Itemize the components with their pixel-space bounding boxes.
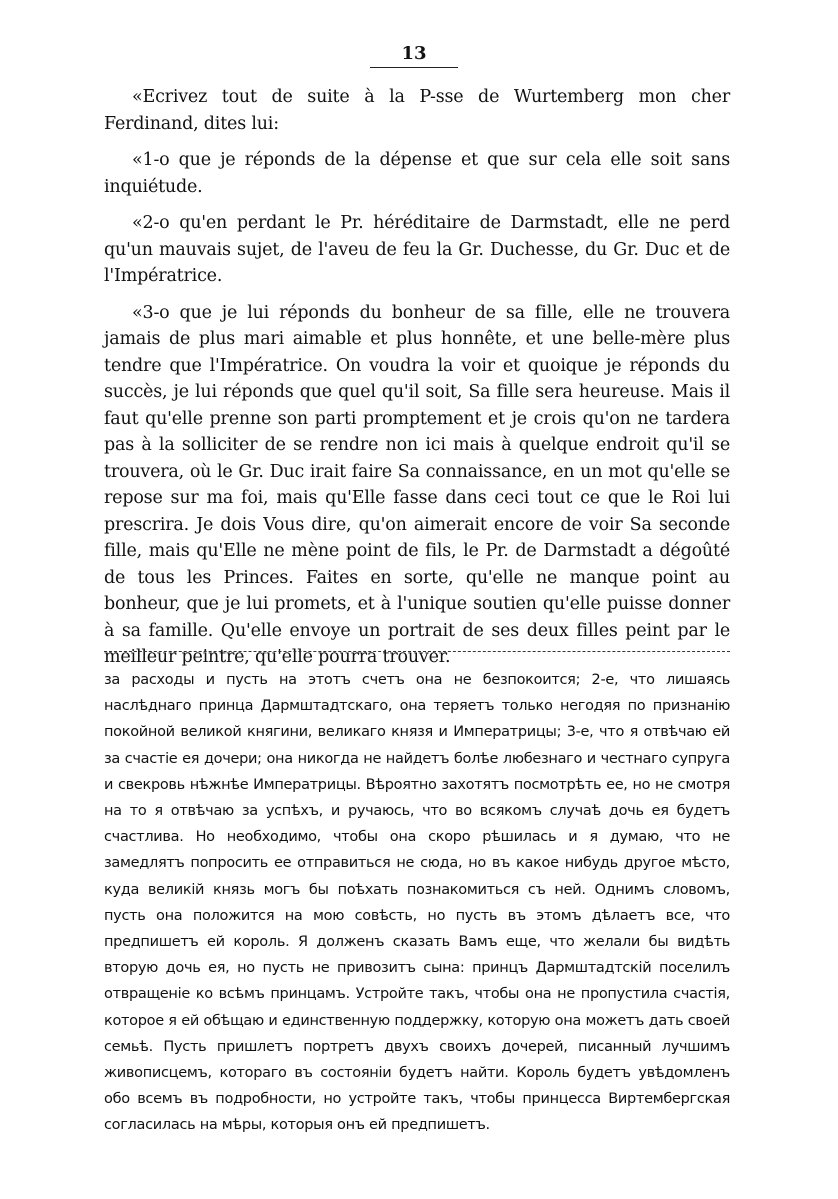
- russian-paragraph: за расходы и пусть на этотъ счетъ она не безпокоится; 2-е, что лишаясь наслѣднаго принца Дармштадтскаго, она теряетъ только негодяя по признанію покойной великой княгини, великаго князя и Императрицы; 3-е, что я отвѣчаю ей за счастіе ея дочери; она никогда не найдетъ болѣе любезнаго и честнаго супруга и свекровь нѣжнѣе Императрицы. Вѣроятно захотятъ посмотрѣть ее, но не смотря на то я отвѣчаю за успѣхъ, и ручаюсь, что во всякомъ случаѣ дочь ея будетъ счастлива. Но необходимо, чтобы она скоро рѣшилась и я думаю, что не замедлятъ попросить ее отправиться не сюда, но въ какое нибудь другое мѣсто, куда великій князь могъ бы поѣхать познакомиться съ ней. Однимъ словомъ, пусть она положится на мою совѣсть, но пусть въ этомъ дѣлаетъ все, что предпишетъ ей король. Я долженъ сказать Вамъ еще, что желали бы видѣть вторую дочь ея, но пусть не привозитъ сына: принцъ Дармштадтскій поселилъ отвращеніе ко всѣмъ принцамъ. Устройте такъ, чтобы она не пропустила счастія, которое я ей обѣщаю и единственную поддержку, которую она можетъ дать своей семьѣ. Пусть пришлетъ портретъ двухъ своихъ дочерей, писанный лучшимъ живописцемъ, котораго въ состояніи будетъ найти. Король будетъ увѣдомленъ обо всемъ въ подробности, но устройте такъ, чтобы принцесса Виртембергская согласилась на мѣры, которыя онъ ей предпишетъ.: [104, 672, 730, 1134]
- french-paragraph-3: «3-o que je lui réponds du bonheur de sa fille, elle ne trouvera jamais de plus mari aimable et plus honnête, et une belle-mère plus tendre que l'Impératrice. On voudra la voir et quoique je réponds du succès, je lui réponds que quel qu'il soit, Sa fille sera heureuse. Mais il faut qu'elle prenne son parti promptement et je crois qu'on ne tardera pas à la solliciter de se rendre non ici mais à quelque endroit qu'il se trouvera, où le Gr. Duc irait faire Sa connaissance, en un mot qu'elle se repose sur ma foi, mais qu'Elle fasse dans ceci tout ce que le Roi lui prescrira. Je dois Vous dire, qu'on aimerait encore de voir Sa seconde fille, mais qu'Elle ne mène point de fils, le Pr. de Darmstadt a dégoûté de tous les Princes. Faites en sorte, qu'elle ne manque point au bonheur, que je lui promets, et à l'unique soutien qu'elle puisse donner à sa famille. Qu'elle envoye un portrait de ses deux filles peint par le meilleur peintre, qu'elle pourra trouver.: [104, 302, 730, 667]
- page-number-underline: [370, 67, 458, 68]
- footnote-divider: [104, 651, 730, 652]
- french-paragraph-intro: «Ecrivez tout de suite à la P-sse de Wurtemberg mon cher Ferdinand, dites lui:: [104, 87, 730, 134]
- french-letter-text: [104, 84, 730, 671]
- french-paragraph-1: «1-o que je réponds de la dépense et que sur cela elle soit sans inquiétude.: [104, 150, 730, 197]
- russian-translation-footnote: [104, 667, 730, 1139]
- french-paragraph-2: «2-o qu'en perdant le Pr. héréditaire de Darmstadt, elle ne perd qu'un mauvais sujet, de l'aveu de feu la Gr. Duchesse, du Gr. Duc et de l'Impératrice.: [104, 213, 730, 286]
- page-number: 13: [401, 43, 427, 64]
